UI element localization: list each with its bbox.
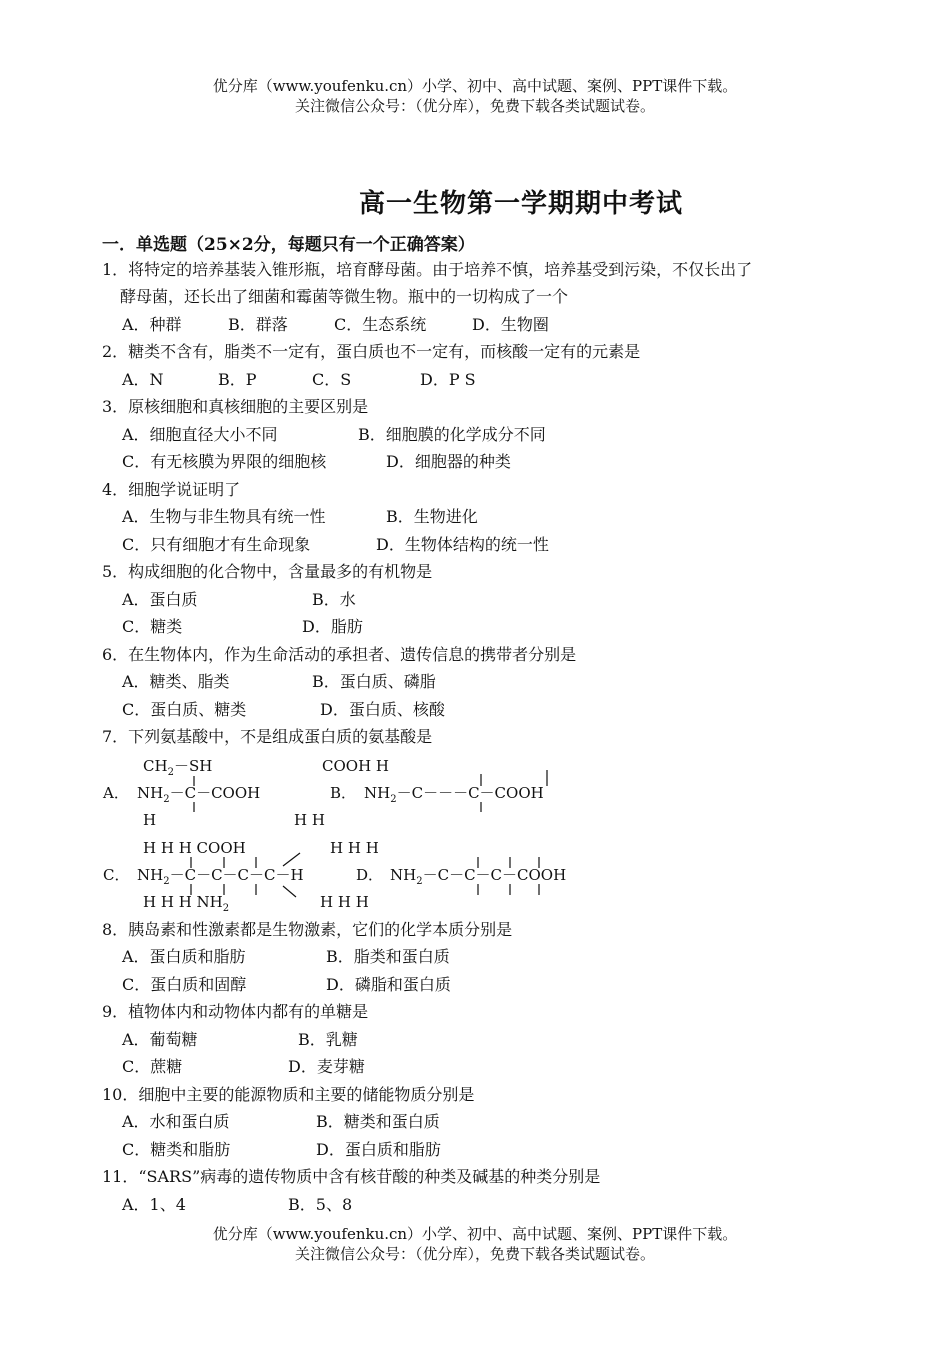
structure-a-label: A． — [103, 784, 129, 802]
option-a: A．蛋白质和脂肪 — [122, 947, 246, 966]
structure-d-middle: $NH_2-C-C-C-COOH$ — [390, 866, 567, 887]
question-6: 6．在生物体内，作为生命活动的承担者、遗传信息的携带者分别是 — [102, 645, 577, 664]
question-3: 3．原核细胞和真核细胞的主要区别是 — [102, 397, 369, 416]
option-c: C．只有细胞才有生命现象 — [122, 535, 311, 554]
footer-line-2: 关注微信公众号：（优分库），免费下载各类试题试卷。 — [294, 1245, 655, 1263]
structure-a-bottom: H — [143, 811, 157, 829]
option-b: B．水 — [312, 590, 356, 609]
structure-a-top: $CH_2-SH$ — [143, 757, 213, 778]
question-7: 7．下列氨基酸中，不是组成蛋白质的氨基酸是 — [102, 727, 433, 746]
option-c: C．蛋白质和固醇 — [122, 975, 247, 994]
structure-d-bottom: H H H — [320, 893, 369, 911]
option-d: D．生物圈 — [472, 315, 549, 334]
option-b: B．生物进化 — [386, 507, 478, 526]
option-d: D．麦芽糖 — [288, 1057, 365, 1076]
structure-c-label: C． — [103, 866, 130, 884]
option-c: C．S — [312, 370, 352, 389]
option-c: C．蛋白质、糖类 — [122, 700, 247, 719]
bond-line — [283, 853, 300, 866]
structure-d-top: H H H — [330, 839, 379, 857]
option-b: B．群落 — [228, 315, 288, 334]
option-a: A．N — [122, 370, 164, 389]
question-9: 9．植物体内和动物体内都有的单糖是 — [102, 1002, 369, 1021]
option-c: C．糖类和脂肪 — [122, 1140, 231, 1159]
bond-line — [283, 886, 296, 897]
option-d: D．蛋白质、核酸 — [320, 700, 445, 719]
structure-c-bottom: H H H $NH_2$ — [143, 893, 230, 914]
page-footer — [0, 1224, 950, 1264]
option-a: A．生物与非生物具有统一性 — [122, 507, 326, 526]
header-line-1: 优分库（www.youfenku.cn）小学、初中、高中试题、案例、PPT课件下载。 — [212, 77, 738, 95]
question-2: 2．糖类不含有，脂类不一定有，蛋白质也不一定有，而核酸一定有的元素是 — [102, 342, 641, 361]
footer-line-1: 优分库（www.youfenku.cn）小学、初中、高中试题、案例、PPT课件下载。 — [212, 1225, 738, 1243]
option-c: C．糖类 — [122, 617, 183, 636]
question-1-continued: 酵母菌，还长出了细菌和霉菌等微生物。瓶中的一切构成了一个 — [120, 287, 569, 306]
option-b: B．P — [218, 370, 257, 389]
question-10: 10．细胞中主要的能源物质和主要的储能物质分别是 — [102, 1085, 475, 1104]
structure-d-label: D． — [356, 866, 384, 884]
section-heading: 一．单选题（25×2分，每题只有一个正确答案） — [102, 235, 475, 255]
option-b: B．乳糖 — [298, 1030, 358, 1049]
question-8: 8．胰岛素和性激素都是生物激素，它们的化学本质分别是 — [102, 920, 513, 939]
option-d: D．磷脂和蛋白质 — [326, 975, 451, 994]
option-a: A．蛋白质 — [122, 590, 198, 609]
option-a: A．葡萄糖 — [122, 1030, 198, 1049]
option-d: D．脂肪 — [302, 617, 363, 636]
option-a: A．1、4 — [122, 1195, 186, 1214]
exam-title: 高一生物第一学期期中考试 — [358, 189, 683, 219]
option-a: A．细胞直径大小不同 — [122, 425, 278, 444]
option-c: C．有无核膜为界限的细胞核 — [122, 452, 327, 471]
option-a: A．糖类、脂类 — [122, 672, 230, 691]
option-c: C．蔗糖 — [122, 1057, 183, 1076]
question-11: 11．“SARS”病毒的遗传物质中含有核苷酸的种类及碱基的种类分别是 — [102, 1167, 601, 1186]
option-b: B．细胞膜的化学成分不同 — [358, 425, 546, 444]
structure-b-middle: $NH_2-C---C-COOH$ — [364, 784, 544, 805]
structure-b-top: COOH H — [322, 757, 390, 775]
structure-b-bottom: H H — [294, 811, 325, 829]
option-d: D．P S — [420, 370, 476, 389]
structure-b-label: B． — [330, 784, 357, 802]
option-a: A．水和蛋白质 — [122, 1112, 230, 1131]
option-b: B．糖类和蛋白质 — [316, 1112, 440, 1131]
option-d: D．生物体结构的统一性 — [376, 535, 549, 554]
structure-c-top: H H H COOH — [143, 839, 246, 857]
option-a: A．种群 — [122, 315, 182, 334]
option-b: B．5、8 — [288, 1195, 353, 1214]
structure-c-middle: $NH_2-C-C-C-C-H$ — [137, 866, 304, 887]
option-b: B．蛋白质、磷脂 — [312, 672, 436, 691]
structure-a-middle: $NH_2-C-COOH$ — [137, 784, 261, 805]
option-d: D．蛋白质和脂肪 — [316, 1140, 441, 1159]
option-d: D．细胞器的种类 — [386, 452, 511, 471]
header-line-2: 关注微信公众号：（优分库），免费下载各类试题试卷。 — [294, 97, 655, 115]
option-b: B．脂类和蛋白质 — [326, 947, 450, 966]
question-4: 4．细胞学说证明了 — [102, 480, 241, 499]
question-1: 1．将特定的培养基装入锥形瓶，培育酵母菌。由于培养不慎，培养基受到污染，不仅长出了 — [102, 260, 753, 279]
option-c: C．生态系统 — [334, 315, 427, 334]
question-5: 5．构成细胞的化合物中，含量最多的有机物是 — [102, 562, 433, 581]
